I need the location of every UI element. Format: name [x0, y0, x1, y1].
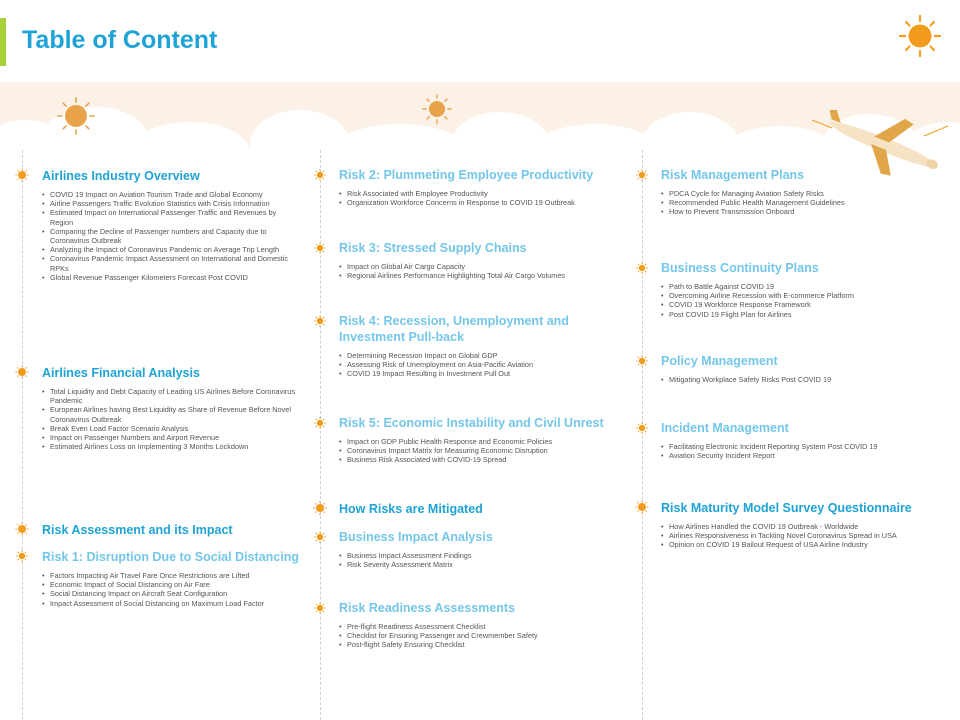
list-item: • Recommended Public Health Management Guidelines [661, 198, 946, 207]
toc-section [339, 600, 629, 650]
list-item: • European Airlines having Best Liquidity as Share of Revenue Before Novel Coronavirus Outbreak [42, 405, 300, 423]
list-item: • Checklist for Ensuring Passenger and Crewmember Safety [339, 631, 629, 640]
column-divider [320, 150, 321, 720]
bullet-dot-icon [313, 168, 327, 182]
list-item: • PDCA Cycle for Managing Aviation Safety Risks [661, 189, 946, 198]
section-items [661, 375, 946, 384]
bullet-dot-icon [313, 314, 327, 328]
list-item: • Risk Severity Assessment Matrix [339, 560, 629, 569]
bullet-dot-icon [15, 522, 29, 536]
list-item: • Regional Airlines Performance Highlighting Total Air Cargo Volumes [339, 271, 629, 280]
section-items [339, 189, 629, 207]
section-heading[interactable]: Business Impact Analysis [339, 530, 493, 544]
list-item: • COVID 19 Impact Resulting in Investment Pull Out [339, 369, 569, 378]
section-items [42, 387, 300, 451]
list-item: • Coronavirus Impact Matrix for Measuring Economic Disruption [339, 446, 634, 455]
list-item: • Total Liquidity and Debt Capacity of Leading US Airlines Before Coronavirus Pandemic [42, 387, 300, 405]
list-item: • Social Distancing Impact on Aircraft Seat Configuration [42, 589, 312, 598]
page-title: Table of Content [22, 26, 218, 54]
toc-section [339, 167, 629, 207]
sun-icon [898, 14, 942, 58]
toc-section [661, 500, 951, 550]
list-item: • Business Impact Assessment Findings [339, 551, 629, 560]
bullet-dot-icon [635, 261, 649, 275]
section-items [42, 571, 312, 608]
section-items [339, 622, 629, 650]
title-accent-bar [0, 18, 6, 66]
section-heading[interactable]: Policy Management [661, 354, 778, 368]
toc-section [339, 240, 629, 280]
sun-icon [422, 94, 452, 124]
bullet-dot-icon [313, 601, 327, 615]
bullet-dot-icon [313, 530, 327, 544]
bullet-dot-icon [15, 365, 29, 379]
section-items [339, 351, 569, 379]
toc-section [339, 529, 629, 569]
list-item: • Mitigating Workplace Safety Risks Post COVID 19 [661, 375, 946, 384]
list-item: • Aviation Security Incident Report [661, 451, 946, 460]
bullet-dot-icon [313, 501, 327, 515]
section-items [339, 551, 629, 569]
toc-section [661, 260, 946, 319]
section-heading[interactable]: Risk Management Plans [661, 168, 805, 182]
section-heading[interactable]: Risk Assessment and its Impact [42, 523, 233, 537]
section-items [42, 190, 300, 282]
list-item: • Airlines Responsiveness in Tackling Novel Coronavirus Spread in USA [661, 531, 951, 540]
list-item: • Impact on GDP Public Health Response and Economic Policies [339, 437, 634, 446]
section-heading[interactable]: Risk 1: Disruption Due to Social Distancing [42, 550, 299, 564]
toc-section [339, 501, 629, 517]
section-items [661, 189, 946, 217]
bullet-dot-icon [635, 354, 649, 368]
column-divider [642, 150, 643, 720]
section-items [661, 522, 951, 550]
toc-section [42, 549, 312, 608]
column-divider [22, 150, 23, 720]
list-item: • Opinion on COVID 19 Bailout Request of USA Airline Industry [661, 540, 951, 549]
list-item: • Coronavirus Pandemic Impact Assessment on International and Domestic RPKs [42, 254, 300, 272]
list-item: • Factors Impacting Air Travel Fare Once Restrictions are Lifted [42, 571, 312, 580]
section-heading[interactable]: Risk 4: Recession, Unemployment and Investment Pull-back [339, 314, 569, 344]
toc-section [661, 420, 946, 460]
list-item: • Business Risk Associated with COVID-19 Spread [339, 455, 634, 464]
list-item: • Estimated Impact on International Passenger Traffic and Revenues by Region [42, 208, 300, 226]
toc-section [661, 353, 946, 384]
toc-section [42, 522, 312, 538]
list-item: • Post COVID 19 Flight Plan for Airlines [661, 310, 946, 319]
section-heading[interactable]: Risk 2: Plummeting Employee Productivity [339, 168, 594, 182]
toc-section [339, 313, 569, 379]
bullet-dot-icon [635, 168, 649, 182]
section-items [339, 262, 629, 280]
list-item: • Estimated Airlines Loss on Implementing 3 Months Lockdown [42, 442, 300, 451]
list-item: • Organization Workforce Concerns in Response to COVID 19 Outbreak [339, 198, 629, 207]
list-item: • Impact Assessment of Social Distancing on Maximum Load Factor [42, 599, 312, 608]
list-item: • Determining Recession Impact on Global GDP [339, 351, 569, 360]
list-item: • Overcoming Airline Recession with E-commerce Platform [661, 291, 946, 300]
section-heading[interactable]: Business Continuity Plans [661, 261, 819, 275]
list-item: • COVID 19 Workforce Response Framework [661, 300, 946, 309]
section-heading[interactable]: How Risks are Mitigated [339, 502, 483, 516]
bullet-dot-icon [15, 168, 29, 182]
toc-section [339, 415, 634, 465]
section-items [661, 442, 946, 460]
list-item: • Global Revenue Passenger Kilometers Forecast Post COVID [42, 273, 300, 282]
bullet-dot-icon [313, 241, 327, 255]
section-items [661, 282, 946, 319]
list-item: • Analyzing the Impact of Coronavirus Pandemic on Average Trip Length [42, 245, 300, 254]
toc-section [661, 167, 946, 217]
section-items [339, 437, 634, 465]
section-heading[interactable]: Risk 3: Stressed Supply Chains [339, 241, 527, 255]
list-item: • COVID 19 Impact on Aviation Tourism Trade and Global Economy [42, 190, 300, 199]
sun-icon [56, 96, 96, 136]
section-heading[interactable]: Airlines Financial Analysis [42, 366, 200, 380]
list-item: • Impact on Global Air Cargo Capacity [339, 262, 629, 271]
toc-section [42, 168, 300, 282]
toc-section [42, 365, 300, 451]
list-item: • Break Even Load Factor Scenario Analysis [42, 424, 300, 433]
list-item: • Economic Impact of Social Distancing on Air Fare [42, 580, 312, 589]
list-item: • Facilitating Electronic Incident Reporting System Post COVID 19 [661, 442, 946, 451]
bullet-dot-icon [635, 421, 649, 435]
bullet-dot-icon [635, 500, 649, 514]
bullet-dot-icon [313, 416, 327, 430]
section-heading[interactable]: Risk 5: Economic Instability and Civil Unrest [339, 416, 604, 430]
list-item: • Impact on Passenger Numbers and Airport Revenue [42, 433, 300, 442]
bullet-dot-icon [15, 549, 29, 563]
list-item: • Post-flight Safety Ensuring Checklist [339, 640, 629, 649]
list-item: • How Airlines Handled the COVID 19 Outbreak - Worldwide [661, 522, 951, 531]
list-item: • How to Prevent Transmission Onboard [661, 207, 946, 216]
list-item: • Airline Passengers Traffic Evolution Statistics with Crisis Information [42, 199, 300, 208]
section-heading[interactable]: Risk Maturity Model Survey Questionnaire [661, 501, 912, 515]
section-heading[interactable]: Risk Readiness Assessments [339, 601, 516, 615]
list-item: • Pre-flight Readiness Assessment Checklist [339, 622, 629, 631]
list-item: • Comparing the Decline of Passenger numbers and Capacity due to Coronavirus Outbreak [42, 227, 300, 245]
section-heading[interactable]: Incident Management [661, 421, 789, 435]
list-item: • Risk Associated with Employee Productivity [339, 189, 629, 198]
list-item: • Assessing Risk of Unemployment on Asia-Pacific Aviation [339, 360, 569, 369]
list-item: • Path to Battle Against COVID 19 [661, 282, 946, 291]
section-heading[interactable]: Airlines Industry Overview [42, 169, 200, 183]
